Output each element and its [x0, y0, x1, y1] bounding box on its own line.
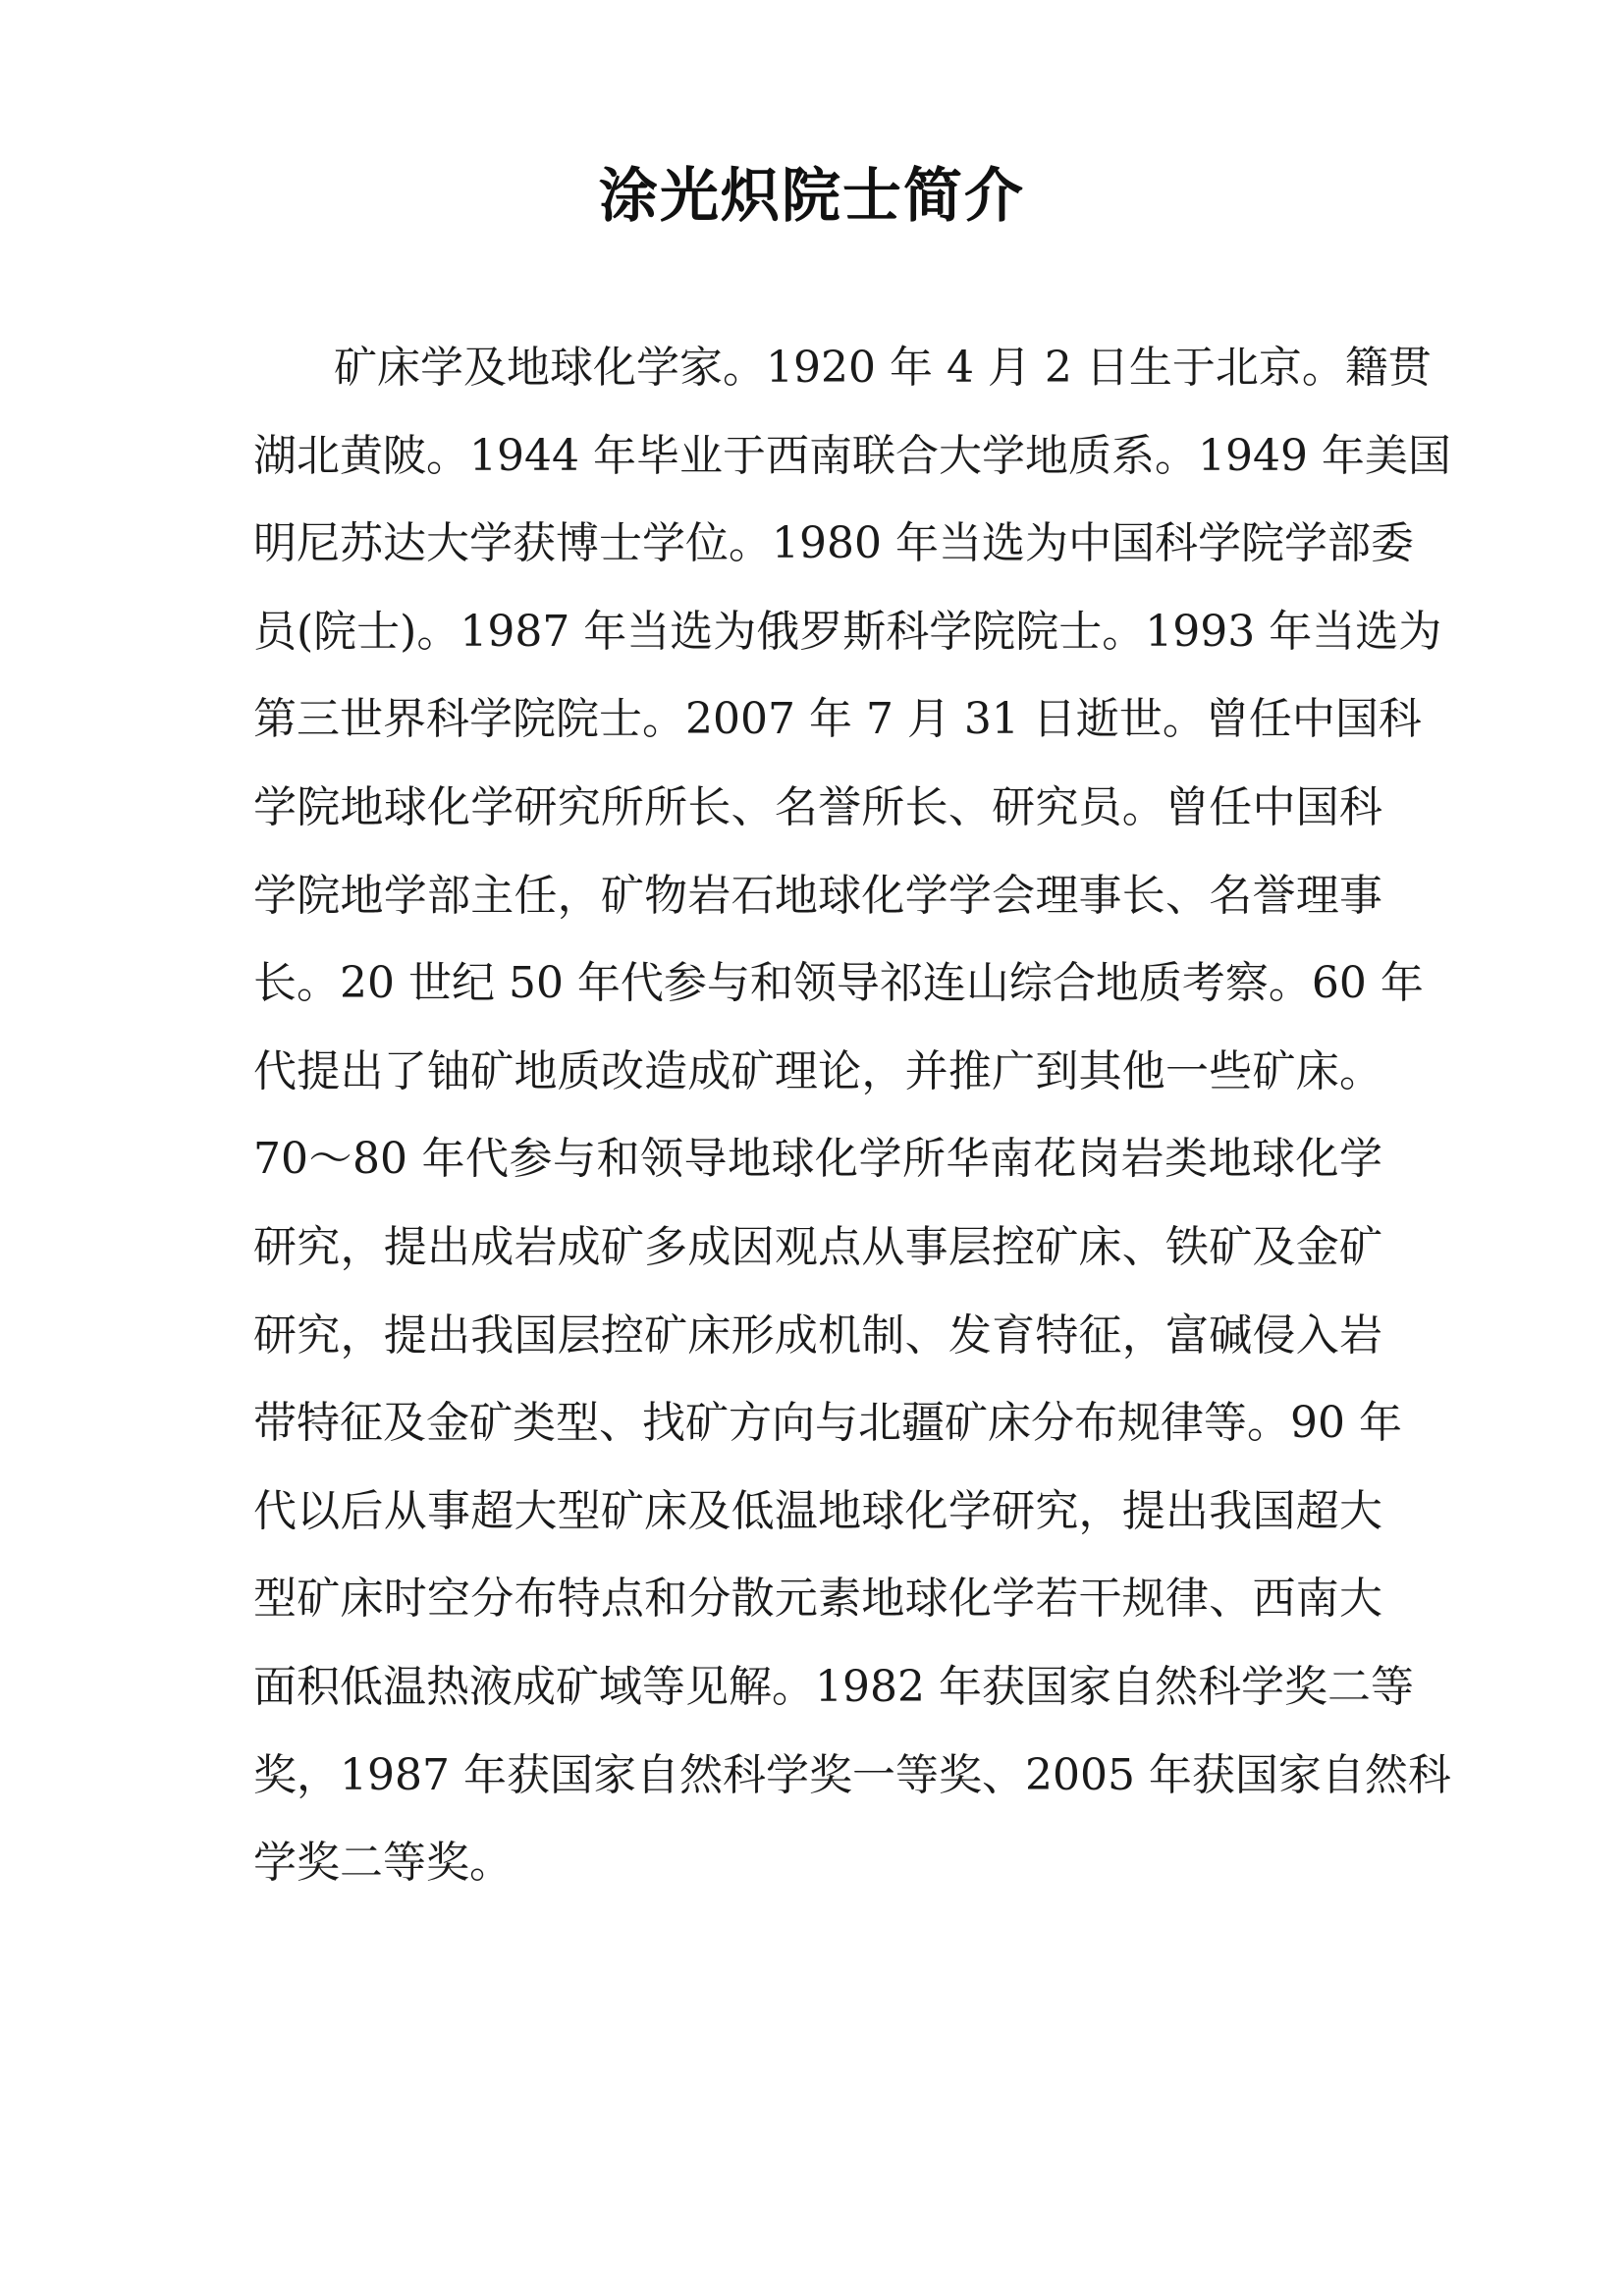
- paragraph-line: 奖，1987 年获国家自然科学奖一等奖、2005 年获国家自然科: [253, 1749, 1451, 1800]
- paragraph-line: 带特征及金矿类型、找矿方向与北疆矿床分布规律等。90 年: [253, 1398, 1402, 1449]
- paragraph-line: 学院地学部主任，矿物岩石地球化学学会理事长、名誉理事: [253, 870, 1382, 921]
- document-title: 涂光炽院士简介: [599, 162, 1025, 231]
- paragraph-line: 湖北黄陂。1944 年毕业于西南联合大学地质系。1949 年美国: [253, 430, 1451, 481]
- paragraph-line: 70～80 年代参与和领导地球化学所华南花岗岩类地球化学: [253, 1134, 1382, 1185]
- paragraph-line: 第三世界科学院院士。2007 年 7 月 31 日逝世。曾任中国科: [253, 694, 1422, 745]
- paragraph-line: 代以后从事超大型矿床及低温地球化学研究，提出我国超大: [253, 1485, 1382, 1536]
- paragraph-line: 代提出了铀矿地质改造成矿理论，并推广到其他一些矿床。: [253, 1045, 1382, 1096]
- paragraph-line: 明尼苏达大学获博士学位。1980 年当选为中国科学院学部委: [253, 518, 1414, 569]
- paragraph-line: 研究，提出成岩成矿多成因观点从事层控矿床、铁矿及金矿: [253, 1221, 1382, 1272]
- paragraph-line: 矿床学及地球化学家。1920 年 4 月 2 日生于北京。籍贯: [334, 343, 1432, 393]
- paragraph-line: 学奖二等奖。: [253, 1838, 513, 1889]
- paragraph-line: 学院地球化学研究所所长、名誉所长、研究员。曾任中国科: [253, 781, 1382, 832]
- paragraph-line: 型矿床时空分布特点和分散元素地球化学若干规律、西南大: [253, 1574, 1382, 1625]
- paragraph-line: 员(院士)。1987 年当选为俄罗斯科学院院士。1993 年当选为: [253, 606, 1442, 657]
- paragraph-line: 研究，提出我国层控矿床形成机制、发育特征，富碱侵入岩: [253, 1309, 1382, 1361]
- paragraph-line: 长。20 世纪 50 年代参与和领导祁连山综合地质考察。60 年: [253, 958, 1424, 1009]
- paragraph-line: 面积低温热液成矿域等见解。1982 年获国家自然科学奖二等: [253, 1661, 1414, 1712]
- biography-paragraph: [253, 324, 1451, 1907]
